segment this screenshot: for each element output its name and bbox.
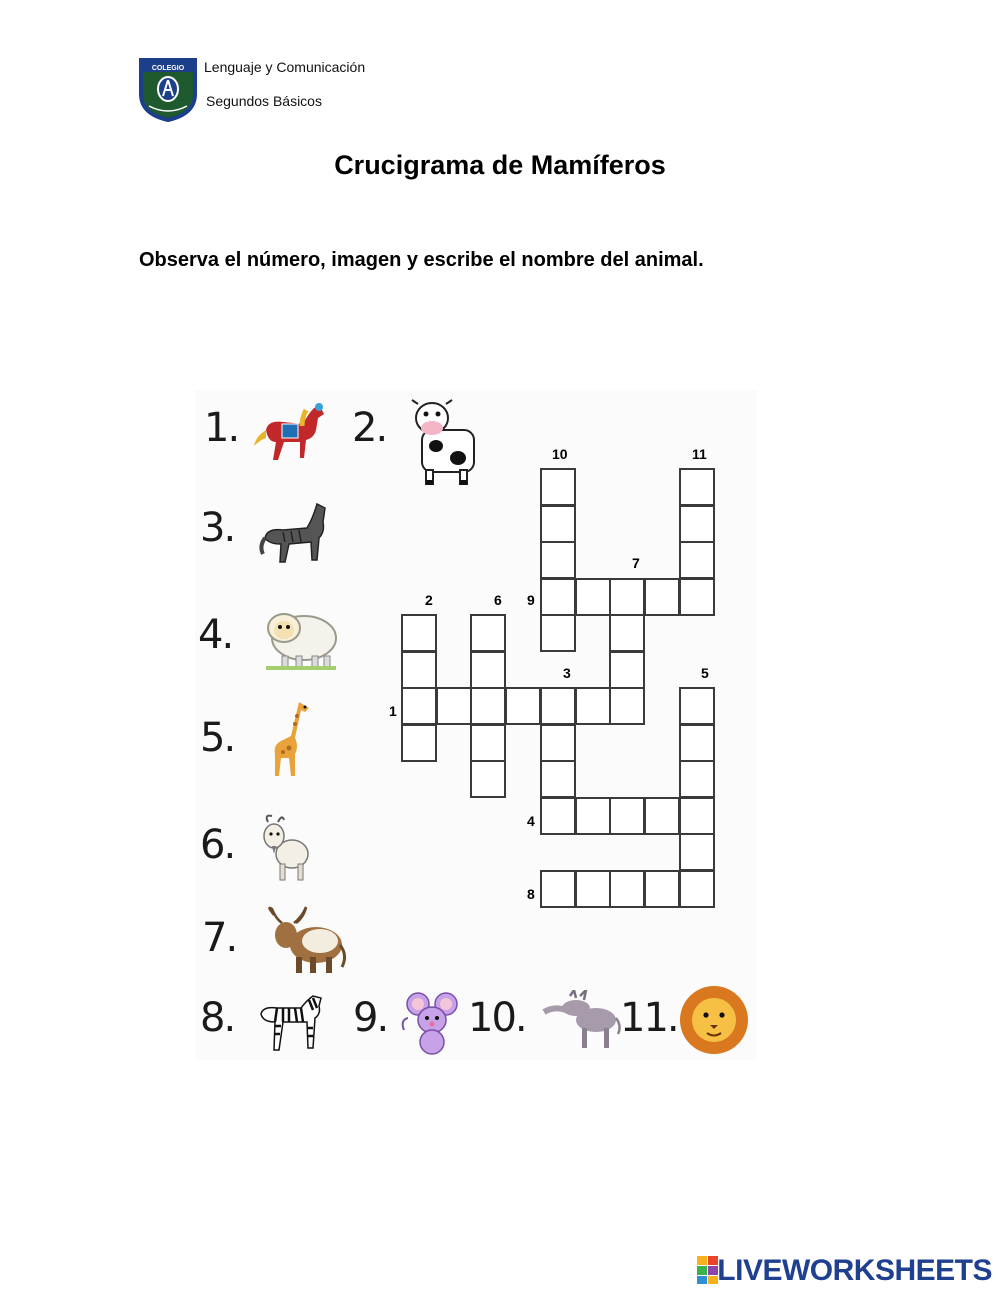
crossword-letter-input[interactable]: [611, 616, 643, 650]
grid-label-6: 6: [494, 592, 502, 608]
crossword-cell[interactable]: [470, 724, 506, 762]
grid-label-2: 2: [425, 592, 433, 608]
crossword-cell[interactable]: [540, 797, 576, 835]
crossword-cell[interactable]: [401, 687, 437, 725]
crossword-cell[interactable]: [679, 468, 715, 506]
crossword-letter-input[interactable]: [611, 580, 643, 614]
crossword-cell[interactable]: [679, 541, 715, 579]
clue-number-9: 9.: [353, 995, 388, 1041]
crossword-letter-input[interactable]: [577, 872, 609, 906]
crossword-cell[interactable]: [540, 724, 576, 762]
crossword-letter-input[interactable]: [542, 726, 574, 760]
crossword-letter-input[interactable]: [507, 689, 539, 723]
clue-number-5: 5.: [200, 715, 235, 761]
clue-number-2: 2.: [352, 405, 387, 451]
school-logo: [137, 56, 199, 122]
crossword-cell[interactable]: [470, 614, 506, 652]
crossword-letter-input[interactable]: [681, 726, 713, 760]
crossword-cell[interactable]: [609, 687, 645, 725]
page-title: Crucigrama de Mamíferos: [334, 150, 666, 180]
logo-text: COLEGIO: [151, 65, 185, 72]
subject-label: Lenguaje y Comunicación: [204, 59, 366, 75]
crossword-letter-input[interactable]: [611, 799, 643, 833]
crossword-cell[interactable]: [609, 578, 645, 616]
crossword-letter-input[interactable]: [542, 580, 574, 614]
liveworksheets-logo-icon: [697, 1256, 719, 1284]
clue-number-4: 4.: [198, 612, 233, 658]
clue-number-10: 10.: [468, 995, 526, 1041]
crossword-letter-input[interactable]: [646, 872, 678, 906]
crossword-cell[interactable]: [575, 578, 611, 616]
crossword-cell[interactable]: [679, 505, 715, 543]
crossword-cell[interactable]: [540, 468, 576, 506]
crossword-letter-input[interactable]: [542, 872, 574, 906]
crossword-letter-input[interactable]: [403, 689, 435, 723]
horse-icon: [248, 400, 333, 475]
crossword-cell[interactable]: [575, 797, 611, 835]
crossword-cell[interactable]: [644, 578, 680, 616]
crossword-letter-input[interactable]: [472, 726, 504, 760]
liveworksheets-brand: LIVEWORKSHEETS: [717, 1254, 992, 1287]
crossword-letter-input[interactable]: [472, 762, 504, 796]
grid-label-3: 3: [563, 665, 571, 681]
grid-label-11: 11: [692, 446, 707, 462]
crossword-letter-input[interactable]: [646, 580, 678, 614]
crossword-cell[interactable]: [679, 578, 715, 616]
grid-label-10: 10: [552, 446, 568, 462]
donkey-icon: [540, 990, 622, 1057]
crossword-cell[interactable]: [540, 505, 576, 543]
crossword-cell[interactable]: [609, 870, 645, 908]
crossword-letter-input[interactable]: [577, 799, 609, 833]
crossword-letter-input[interactable]: [472, 616, 504, 650]
crossword-cell[interactable]: [540, 687, 576, 725]
clue-number-7: 7.: [202, 915, 237, 961]
crossword-letter-input[interactable]: [403, 653, 435, 687]
crossword-letter-input[interactable]: [472, 689, 504, 723]
clue-number-3: 3.: [200, 505, 235, 551]
crossword-letter-input[interactable]: [542, 762, 574, 796]
crossword-letter-input[interactable]: [681, 507, 713, 541]
mouse-icon: [400, 990, 468, 1061]
grid-label-1: 1: [389, 703, 397, 719]
crossword-cell[interactable]: [644, 870, 680, 908]
crossword-cell[interactable]: [470, 687, 506, 725]
crossword-letter-input[interactable]: [646, 799, 678, 833]
crossword-cell[interactable]: [679, 797, 715, 835]
crossword-letter-input[interactable]: [611, 872, 643, 906]
lion-icon: [675, 983, 753, 1062]
crossword-cell[interactable]: [609, 651, 645, 689]
clue-number-11: 11.: [620, 995, 678, 1041]
crossword-cell[interactable]: [609, 797, 645, 835]
clue-number-6: 6.: [200, 822, 235, 868]
crossword-cell[interactable]: [401, 651, 437, 689]
crossword-letter-input[interactable]: [681, 470, 713, 504]
grid-label-5: 5: [701, 665, 709, 681]
crossword-letter-input[interactable]: [542, 507, 574, 541]
crossword-cell[interactable]: [540, 870, 576, 908]
crossword-letter-input[interactable]: [438, 689, 470, 723]
crossword-cell[interactable]: [401, 614, 437, 652]
crossword-letter-input[interactable]: [472, 653, 504, 687]
crossword-letter-input[interactable]: [681, 835, 713, 869]
crossword-cell[interactable]: [609, 614, 645, 652]
grade-label: Segundos Básicos: [206, 93, 322, 109]
crossword-cell[interactable]: [436, 687, 472, 725]
crossword-cell[interactable]: [540, 541, 576, 579]
crossword-letter-input[interactable]: [611, 689, 643, 723]
crossword-cell[interactable]: [540, 614, 576, 652]
crossword-cell[interactable]: [401, 724, 437, 762]
crossword-cell[interactable]: [505, 687, 541, 725]
yak-icon: [262, 905, 347, 982]
crossword-letter-input[interactable]: [542, 689, 574, 723]
crossword-letter-input[interactable]: [542, 543, 574, 577]
crossword-letter-input[interactable]: [542, 799, 574, 833]
giraffe-icon: [265, 698, 320, 785]
grid-label-4: 4: [527, 813, 535, 829]
zebra-icon: [253, 992, 328, 1059]
crossword-cell[interactable]: [540, 578, 576, 616]
crossword-cell[interactable]: [679, 870, 715, 908]
goat-icon: [258, 812, 313, 889]
clue-number-8: 8.: [200, 995, 235, 1041]
crossword-letter-input[interactable]: [681, 872, 713, 906]
instruction-text: Observa el número, imagen y escribe el nombre del animal.: [139, 249, 704, 271]
crossword-cell[interactable]: [644, 797, 680, 835]
wolf-icon: [255, 498, 335, 573]
crossword-letter-input[interactable]: [542, 470, 574, 504]
crossword-letter-input[interactable]: [403, 616, 435, 650]
grid-label-9: 9: [527, 592, 535, 608]
crossword-letter-input[interactable]: [577, 580, 609, 614]
crossword-letter-input[interactable]: [611, 653, 643, 687]
crossword-cell[interactable]: [679, 687, 715, 725]
crossword-letter-input[interactable]: [542, 616, 574, 650]
crossword-letter-input[interactable]: [681, 762, 713, 796]
grid-label-8: 8: [527, 886, 535, 902]
sheep-icon: [262, 600, 340, 677]
crossword-letter-input[interactable]: [403, 726, 435, 760]
crossword-letter-input[interactable]: [681, 580, 713, 614]
crossword-cell[interactable]: [470, 651, 506, 689]
crossword-cell[interactable]: [679, 724, 715, 762]
clue-number-1: 1.: [204, 405, 239, 451]
crossword-cell[interactable]: [575, 687, 611, 725]
crossword-cell[interactable]: [679, 760, 715, 798]
crossword-letter-input[interactable]: [681, 799, 713, 833]
grid-label-7: 7: [632, 555, 640, 571]
cow-icon: [408, 398, 483, 493]
crossword-letter-input[interactable]: [681, 543, 713, 577]
crossword-cell[interactable]: [575, 870, 611, 908]
crossword-cell[interactable]: [679, 833, 715, 871]
crossword-letter-input[interactable]: [577, 689, 609, 723]
crossword-cell[interactable]: [470, 760, 506, 798]
crossword-cell[interactable]: [540, 760, 576, 798]
crossword-letter-input[interactable]: [681, 689, 713, 723]
